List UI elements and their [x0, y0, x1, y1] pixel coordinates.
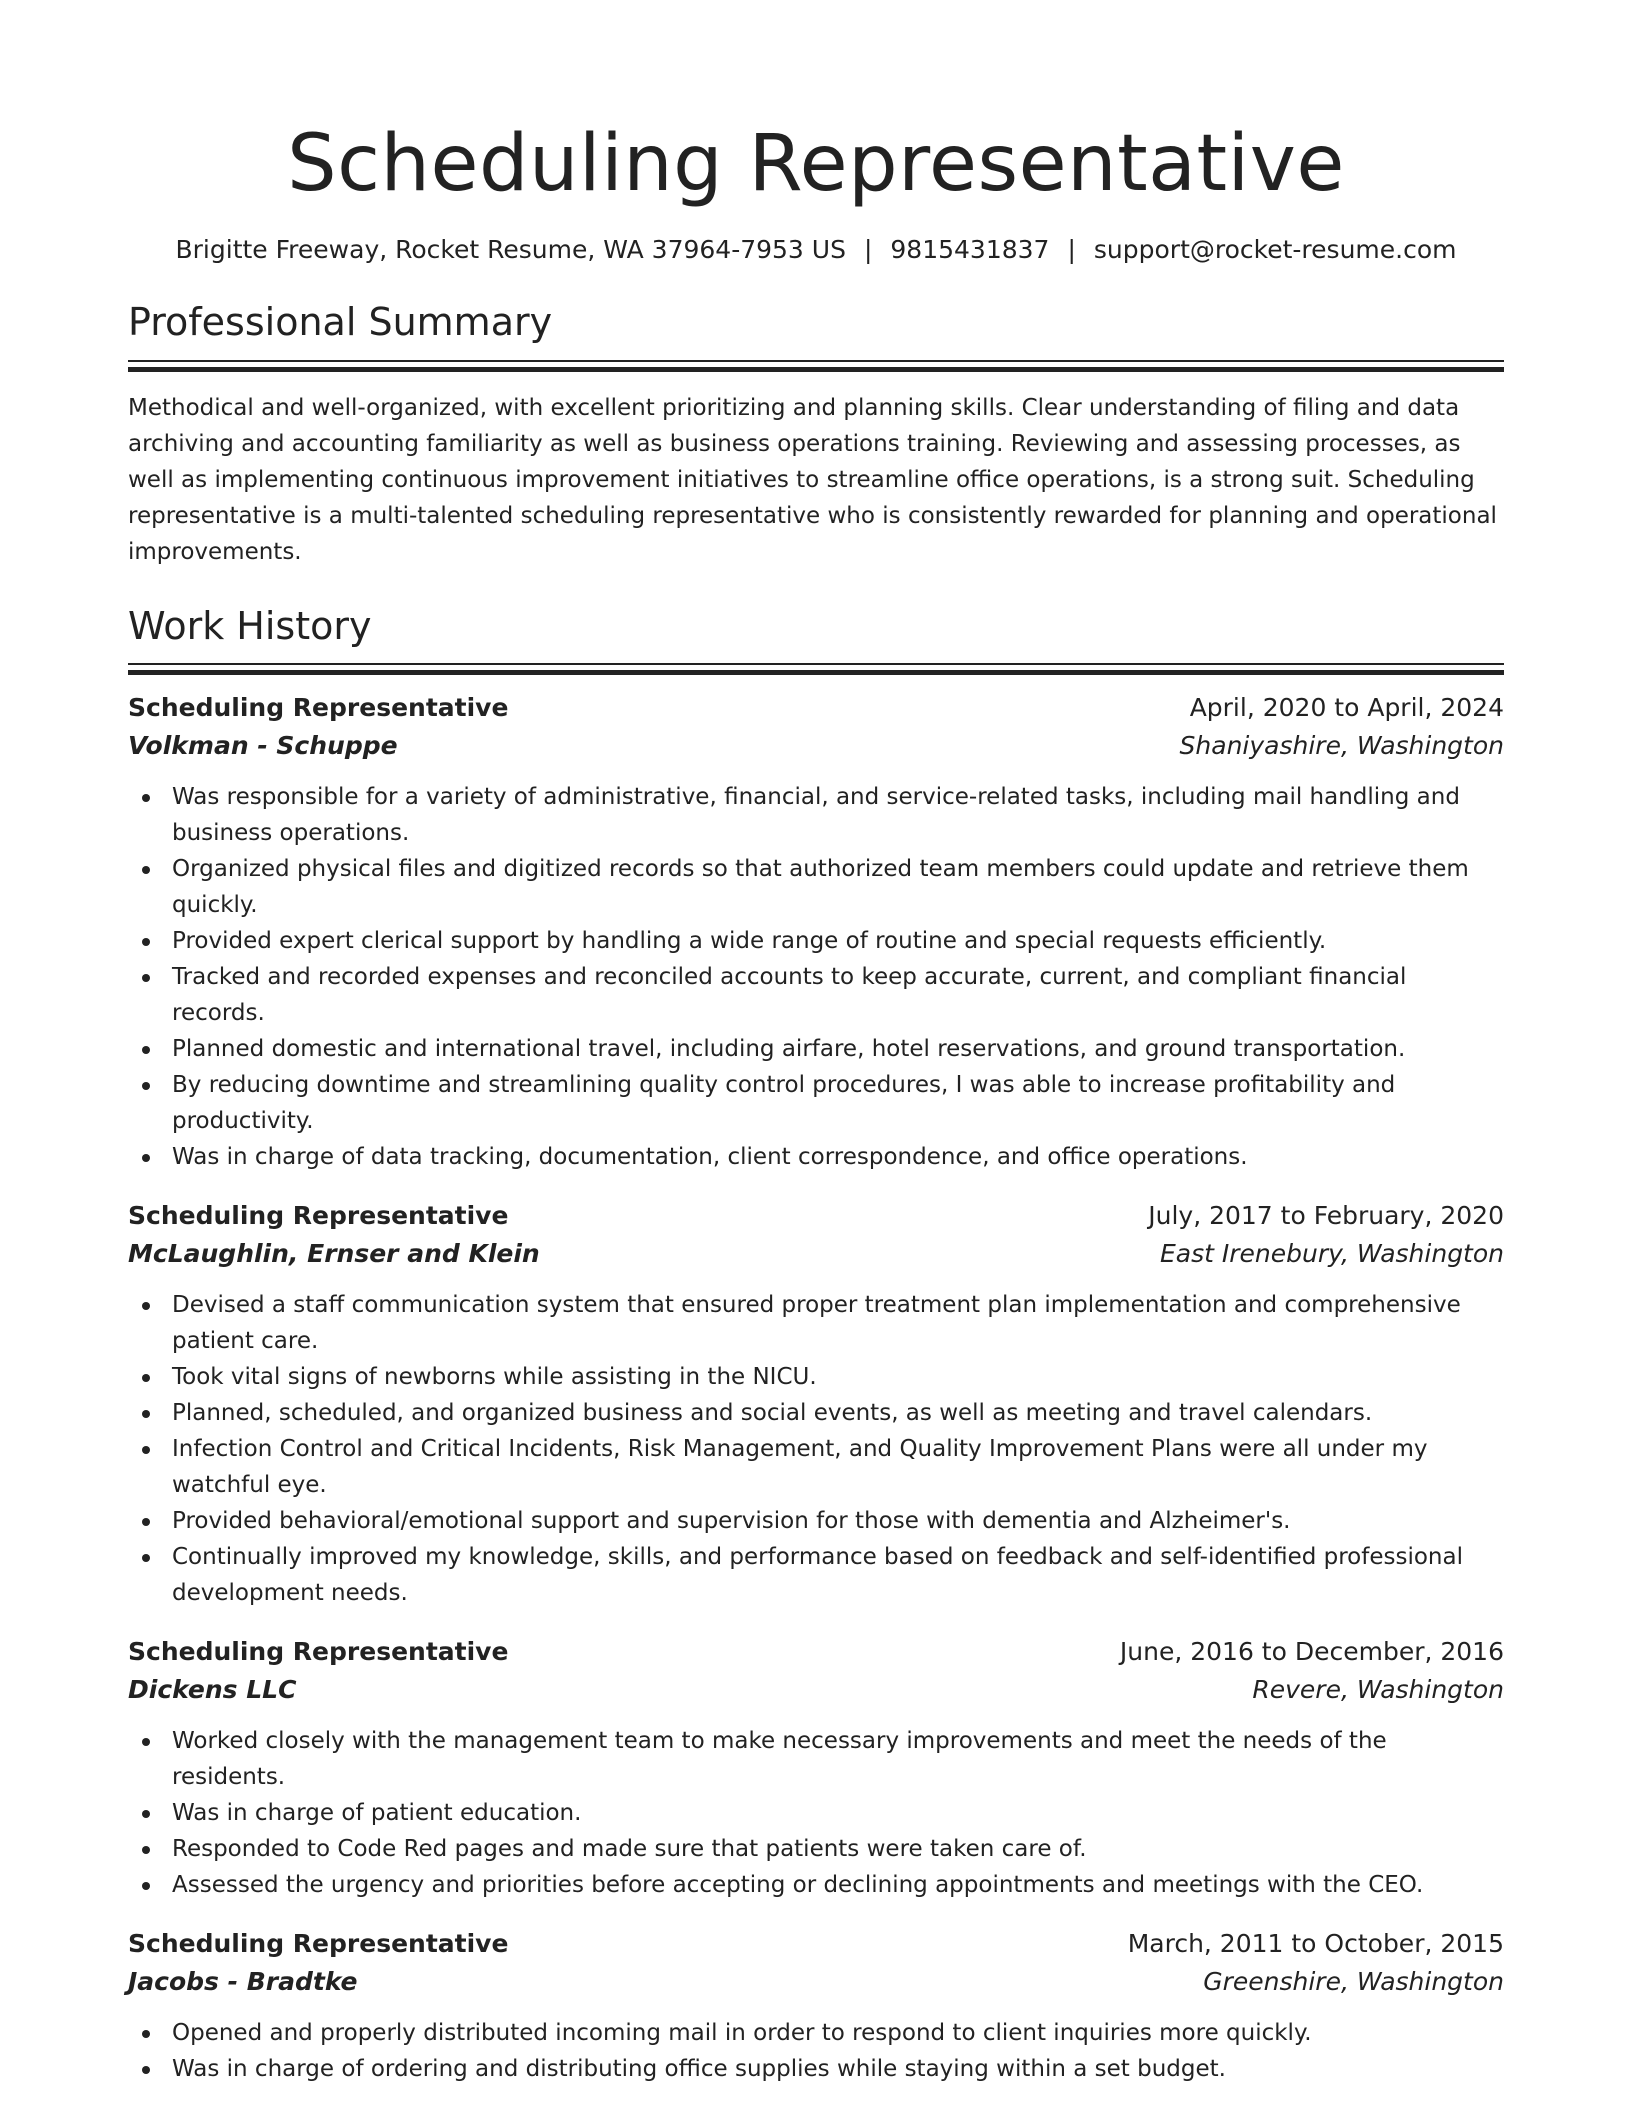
contact-info — [128, 234, 1504, 267]
job-company: McLaughlin, Ernser and Klein — [128, 1239, 540, 1269]
job-header-row — [128, 1925, 1504, 1963]
job-entry — [128, 1197, 1504, 1611]
job-company: Jacobs - Bradtke — [128, 1967, 358, 1997]
job-duty: Tracked and recorded expenses and reconciled accounts to keep accurate, current, and compliant financial records. — [172, 959, 1504, 1031]
job-duty: By reducing downtime and streamlining quality control procedures, I was able to increase profitability and productivity. — [172, 1067, 1504, 1139]
job-subheader-row — [128, 1235, 1504, 1273]
job-subheader-row — [128, 1963, 1504, 2001]
contact-separator: | — [1067, 234, 1076, 264]
job-duty: Responded to Code Red pages and made sure that patients were taken care of. — [172, 1831, 1504, 1867]
job-company: Dickens LLC — [128, 1675, 297, 1705]
job-company: Volkman - Schuppe — [128, 731, 398, 761]
job-subheader-row — [128, 1671, 1504, 1709]
job-dates: June, 2016 to December, 2016 — [1119, 1637, 1504, 1667]
contact-email: support@rocket-resume.com — [1093, 234, 1457, 264]
section-heading: Professional Summary — [128, 300, 553, 345]
job-duties-list — [128, 1287, 1504, 1611]
section-heading: Work History — [128, 603, 372, 648]
contact-separator: | — [863, 234, 873, 264]
job-duty: Was in charge of data tracking, documentation, client correspondence, and office operations. — [172, 1139, 1504, 1175]
job-duty: Planned domestic and international travel, including airfare, hotel reservations, and ground transportation. — [172, 1031, 1504, 1067]
job-duty: Opened and properly distributed incoming mail in order to respond to client inquiries more quickly. — [172, 2015, 1504, 2051]
job-title: Scheduling Representative — [128, 693, 509, 723]
section-divider — [128, 663, 1504, 675]
job-location: Greenshire, Washington — [1203, 1967, 1504, 1997]
job-entry — [128, 1633, 1504, 1903]
job-duties-list — [128, 2015, 1504, 2087]
job-header-row — [128, 1633, 1504, 1671]
professional-summary-section — [128, 300, 1504, 570]
resume-title: Scheduling Representative — [287, 119, 1345, 209]
job-header-row — [128, 689, 1504, 727]
job-duty: Was in charge of patient education. — [172, 1795, 1504, 1831]
job-dates: March, 2011 to October, 2015 — [1127, 1929, 1504, 1959]
section-divider — [128, 360, 1504, 372]
job-location: Shaniyashire, Washington — [1179, 731, 1504, 761]
job-duty: Took vital signs of newborns while assisting in the NICU. — [172, 1359, 1504, 1395]
job-subheader-row — [128, 727, 1504, 765]
job-duty: Assessed the urgency and priorities before accepting or declining appointments and meetings with the CEO. — [172, 1867, 1504, 1903]
job-duty: Organized physical files and digitized records so that authorized team members could update and retrieve them quickly. — [172, 851, 1504, 923]
job-duties-list — [128, 1723, 1504, 1903]
job-header-row — [128, 1197, 1504, 1235]
job-duty: Provided expert clerical support by handling a wide range of routine and special requests efficiently. — [172, 923, 1504, 959]
job-duty: Was in charge of ordering and distributing office supplies while staying within a set budget. — [172, 2051, 1504, 2087]
job-duty: Infection Control and Critical Incidents, Risk Management, and Quality Improvement Plans were all under my watchful eye. — [172, 1431, 1504, 1503]
contact-phone: 9815431837 — [890, 234, 1050, 264]
job-duty: Devised a staff communication system that ensured proper treatment plan implementation and comprehensive patient care. — [172, 1287, 1504, 1359]
job-title: Scheduling Representative — [128, 1929, 509, 1959]
job-duty: Planned, scheduled, and organized business and social events, as well as meeting and travel calendars. — [172, 1395, 1504, 1431]
job-duty: Continually improved my knowledge, skills, and performance based on feedback and self-identified professional development needs. — [172, 1539, 1504, 1611]
job-duty: Was responsible for a variety of administrative, financial, and service-related tasks, including mail handling and business operations. — [172, 779, 1504, 851]
job-duty: Worked closely with the management team to make necessary improvements and meet the needs of the residents. — [172, 1723, 1504, 1795]
job-entry — [128, 1925, 1504, 2087]
job-duty: Provided behavioral/emotional support and supervision for those with dementia and Alzheimer's. — [172, 1503, 1504, 1539]
job-title: Scheduling Representative — [128, 1201, 509, 1231]
work-history-section — [128, 604, 1504, 2088]
job-dates: July, 2017 to February, 2020 — [1148, 1201, 1504, 1231]
job-location: Revere, Washington — [1252, 1675, 1504, 1705]
job-location: East Irenebury, Washington — [1159, 1239, 1504, 1269]
job-duties-list — [128, 779, 1504, 1175]
job-dates: April, 2020 to April, 2024 — [1189, 693, 1504, 723]
contact-address: Brigitte Freeway, Rocket Resume, WA 37964-7953 US — [175, 234, 846, 264]
job-title: Scheduling Representative — [128, 1637, 509, 1667]
summary-text: Methodical and well-organized, with excellent prioritizing and planning skills. Clear understanding of filing and data archiving and accounting familiarity as well as business operations training. Reviewing and assessing processes, as well as implementing continuous improvement initiatives to streamline office operations, is a strong suit. Scheduling representative is a multi-talented scheduling representative who is consistently rewarded for planning and operational improvements. — [128, 394, 1497, 565]
job-entry — [128, 689, 1504, 1175]
